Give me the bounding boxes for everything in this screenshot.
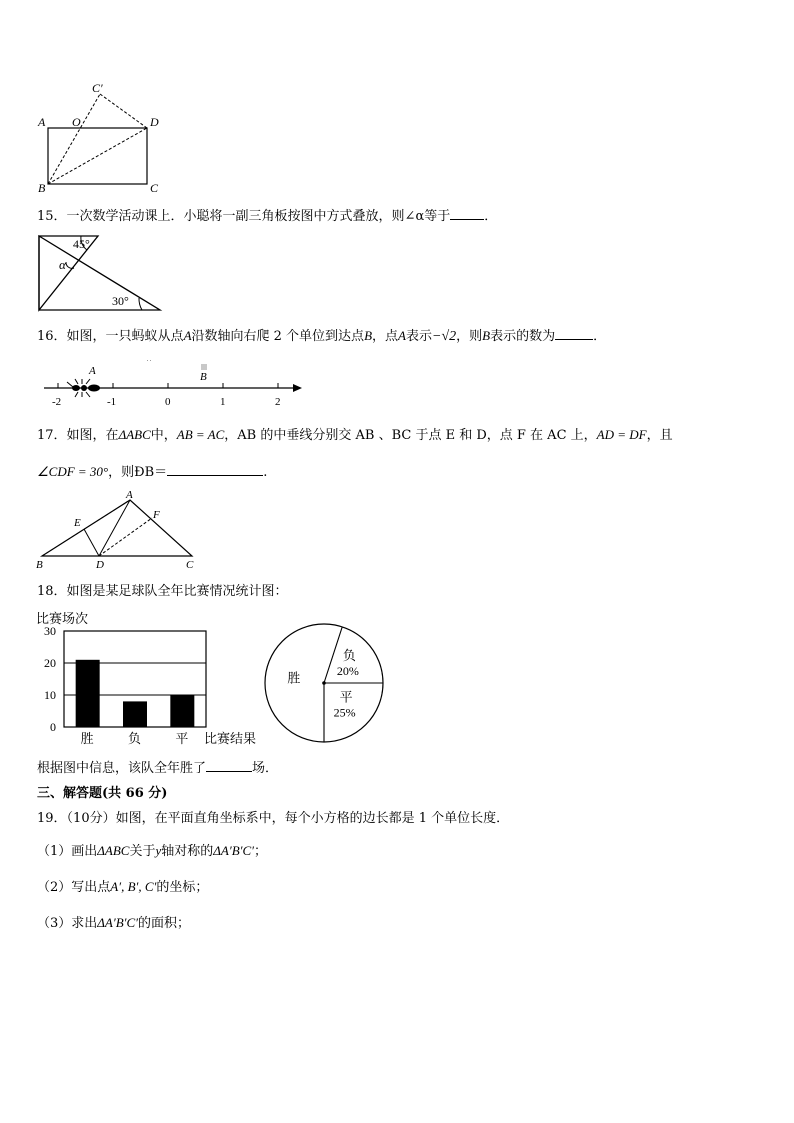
alpha-label: α (59, 257, 66, 272)
x-tick-label: 平 (175, 731, 189, 746)
axis-tick-label: -1 (107, 396, 117, 408)
axis-tick-label: -2 (52, 396, 62, 408)
label-C-prime: C′ (92, 81, 103, 95)
y-tick-label: 30 (44, 624, 56, 638)
pie-value-label: 25% (333, 705, 356, 720)
label-D: D (150, 115, 159, 129)
pie-label: 负 (342, 648, 356, 664)
x-axis-label: 比赛结果 (204, 731, 257, 746)
axis-tick-label: 1 (220, 396, 226, 408)
question-text: 一次数学活动课上．小聪将一副三角板按图中方式叠放，则∠α等于 (66, 209, 451, 224)
bar-胜 (76, 660, 100, 727)
label-C: C (150, 181, 159, 195)
axis-tick-label: 2 (275, 396, 281, 408)
svg-text:˙˙: ˙˙ (146, 360, 152, 368)
question-19-part1: （1）画出ΔABC关于y轴对称的ΔA′B′C′； (37, 843, 268, 859)
bar-平 (170, 695, 194, 727)
pie-label: 胜 (287, 670, 301, 686)
triangle-abc-figure (34, 488, 204, 572)
x-tick-label: 负 (128, 731, 142, 746)
y-tick-label: 10 (44, 688, 56, 702)
question-19-part2: （2）写出点A′, B′, C′的坐标； (37, 879, 209, 895)
bar-chart (36, 607, 266, 747)
angle-45-label: 45° (73, 237, 90, 251)
point-B-marker (201, 364, 207, 370)
svg-text:D: D (96, 559, 104, 571)
answer-blank[interactable] (167, 463, 263, 476)
question-number: 15． (37, 209, 67, 224)
answer-blank[interactable] (206, 759, 252, 772)
question-17-line2: ∠CDF = 30°，则ÐB＝ . (37, 464, 268, 480)
label-B: B (38, 181, 46, 195)
svg-text:E: E (74, 517, 81, 529)
point-A-label: A (89, 365, 96, 377)
x-tick-label: 胜 (80, 731, 94, 746)
point-B-label: B (200, 371, 207, 383)
answer-blank[interactable] (555, 327, 593, 340)
svg-text:A: A (126, 489, 133, 501)
question-15: 15．一次数学活动课上．小聪将一副三角板按图中方式叠放，则∠α等于 ． (37, 209, 498, 224)
question-19-part3: （3）求出ΔA′B′C′的面积； (37, 915, 191, 931)
svg-text:C: C (186, 559, 194, 571)
angle-30-label: 30° (112, 294, 129, 308)
y-tick-label: 20 (44, 656, 56, 670)
section-title: 三、解答题(共 66 分) (37, 786, 168, 801)
pie-value-label: 20% (336, 664, 359, 679)
pie-center (322, 681, 326, 685)
question-17-line1: 17．如图，在ΔABC中，AB = AC，AB 的中垂线分别交 AB 、BC 于点 E 和 D，点 F 在 AC 上，AD = DF，且 (37, 427, 673, 443)
label-O: O (72, 115, 81, 129)
number-line-figure (40, 360, 310, 410)
y-tick-label: 0 (50, 720, 56, 734)
question-19: 19．（10分）如图，在平面直角坐标系中，每个小方格的边长都是 1 个单位长度． (37, 811, 510, 826)
label-A: A (38, 115, 46, 129)
answer-blank[interactable] (450, 207, 484, 220)
pie-label: 平 (339, 689, 353, 705)
pie-chart (262, 622, 388, 746)
fold-rectangle-figure (32, 80, 172, 198)
svg-text:F: F (153, 509, 160, 521)
y-axis-label: 比赛场次 (36, 611, 89, 626)
bar-负 (123, 701, 147, 727)
set-square-figure (36, 234, 166, 314)
question-18-ask: 根据图中信息，该队全年胜了 场． (37, 761, 279, 776)
question-18: 18．如图是某足球队全年比赛情况统计图： (37, 584, 288, 599)
minus-root-two: −√2 (432, 329, 457, 344)
question-16: 16．如图，一只蚂蚁从点A沿数轴向右爬 2 个单位到达点B，点A表示−√2，则B表示的数为 ． (37, 328, 607, 344)
axis-tick-label: 0 (165, 396, 171, 408)
svg-text:B: B (36, 559, 43, 571)
